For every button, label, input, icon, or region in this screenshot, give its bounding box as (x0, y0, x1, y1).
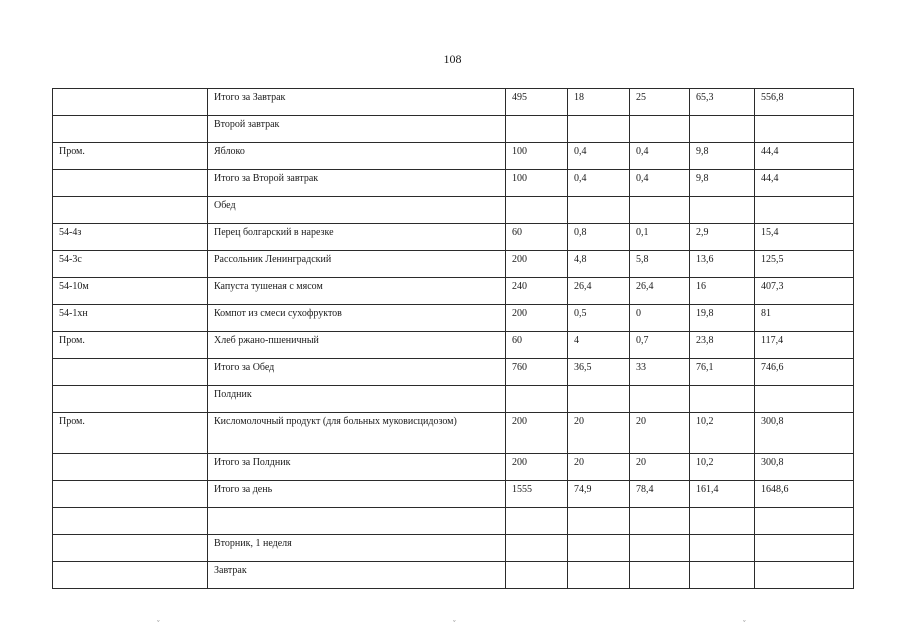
table-row (53, 305, 854, 332)
cell-fat: 20 (630, 454, 690, 481)
cell-name: Обед (208, 197, 506, 224)
cell-name: Завтрак (208, 562, 506, 589)
cell-weight: 100 (506, 143, 568, 170)
cell-code (53, 386, 208, 413)
cell-code (53, 170, 208, 197)
cell-code: Пром. (53, 332, 208, 359)
cell-protein: 0,8 (568, 224, 630, 251)
menu-table-body (53, 89, 854, 589)
cell-weight: 760 (506, 359, 568, 386)
cell-weight (506, 386, 568, 413)
cell-name: Хлеб ржано-пшеничный (208, 332, 506, 359)
cell-protein (568, 535, 630, 562)
cell-protein (568, 116, 630, 143)
table-row (53, 481, 854, 508)
cell-fat: 0,7 (630, 332, 690, 359)
cell-carbs (690, 197, 755, 224)
cell-kcal: 1648,6 (755, 481, 854, 508)
cell-protein: 0,4 (568, 143, 630, 170)
cell-weight: 200 (506, 413, 568, 454)
scan-speck: ˇ (157, 619, 160, 628)
cell-kcal (755, 116, 854, 143)
cell-carbs: 16 (690, 278, 755, 305)
table-row (53, 359, 854, 386)
cell-carbs: 161,4 (690, 481, 755, 508)
cell-fat (630, 116, 690, 143)
cell-code: Пром. (53, 143, 208, 170)
cell-kcal (755, 508, 854, 535)
cell-weight: 1555 (506, 481, 568, 508)
table-row (53, 535, 854, 562)
cell-carbs (690, 116, 755, 143)
cell-name: Итого за Второй завтрак (208, 170, 506, 197)
table-row (53, 224, 854, 251)
cell-fat (630, 197, 690, 224)
cell-fat: 78,4 (630, 481, 690, 508)
cell-carbs: 10,2 (690, 413, 755, 454)
cell-fat: 0,4 (630, 143, 690, 170)
cell-code: 54-1хн (53, 305, 208, 332)
cell-fat: 0,4 (630, 170, 690, 197)
cell-weight: 200 (506, 305, 568, 332)
cell-code (53, 481, 208, 508)
table-row (53, 413, 854, 454)
cell-kcal: 44,4 (755, 143, 854, 170)
cell-weight: 100 (506, 170, 568, 197)
cell-carbs (690, 508, 755, 535)
cell-protein: 20 (568, 413, 630, 454)
cell-carbs: 23,8 (690, 332, 755, 359)
cell-carbs: 13,6 (690, 251, 755, 278)
cell-fat: 5,8 (630, 251, 690, 278)
cell-protein: 36,5 (568, 359, 630, 386)
table-row (53, 170, 854, 197)
table-row (53, 116, 854, 143)
cell-kcal: 117,4 (755, 332, 854, 359)
cell-name: Капуста тушеная с мясом (208, 278, 506, 305)
table-row (53, 251, 854, 278)
cell-weight: 240 (506, 278, 568, 305)
cell-carbs: 10,2 (690, 454, 755, 481)
table-row (53, 278, 854, 305)
cell-kcal: 44,4 (755, 170, 854, 197)
cell-weight: 60 (506, 224, 568, 251)
cell-code: 54-10м (53, 278, 208, 305)
cell-fat: 33 (630, 359, 690, 386)
cell-carbs: 9,8 (690, 143, 755, 170)
cell-fat (630, 386, 690, 413)
cell-name: Яблоко (208, 143, 506, 170)
cell-kcal: 125,5 (755, 251, 854, 278)
cell-fat (630, 508, 690, 535)
cell-code (53, 197, 208, 224)
cell-name: Итого за Завтрак (208, 89, 506, 116)
cell-name: Перец болгарский в нарезке (208, 224, 506, 251)
cell-name: Рассольник Ленинградский (208, 251, 506, 278)
cell-weight: 60 (506, 332, 568, 359)
cell-protein (568, 562, 630, 589)
cell-carbs: 2,9 (690, 224, 755, 251)
cell-code (53, 116, 208, 143)
cell-name: Полдник (208, 386, 506, 413)
cell-weight (506, 116, 568, 143)
cell-protein (568, 197, 630, 224)
cell-protein: 26,4 (568, 278, 630, 305)
cell-carbs: 65,3 (690, 89, 755, 116)
cell-weight: 200 (506, 251, 568, 278)
cell-protein: 0,4 (568, 170, 630, 197)
cell-protein: 4,8 (568, 251, 630, 278)
cell-kcal: 407,3 (755, 278, 854, 305)
cell-name: Второй завтрак (208, 116, 506, 143)
table-row (53, 332, 854, 359)
cell-carbs: 9,8 (690, 170, 755, 197)
cell-code (53, 508, 208, 535)
cell-code: 54-3с (53, 251, 208, 278)
cell-protein: 74,9 (568, 481, 630, 508)
cell-kcal (755, 535, 854, 562)
cell-weight (506, 197, 568, 224)
cell-code (53, 562, 208, 589)
cell-kcal: 300,8 (755, 454, 854, 481)
cell-fat (630, 562, 690, 589)
menu-table (52, 88, 854, 589)
table-row (53, 562, 854, 589)
cell-protein: 4 (568, 332, 630, 359)
cell-code: 54-4з (53, 224, 208, 251)
cell-weight (506, 535, 568, 562)
cell-name: Кисломолочный продукт (для больных муковисцидозом) (208, 413, 506, 454)
table-row (53, 508, 854, 535)
table-row (53, 197, 854, 224)
cell-protein: 20 (568, 454, 630, 481)
cell-fat: 0 (630, 305, 690, 332)
cell-carbs: 19,8 (690, 305, 755, 332)
cell-code (53, 454, 208, 481)
cell-fat: 20 (630, 413, 690, 454)
cell-protein: 18 (568, 89, 630, 116)
cell-carbs: 76,1 (690, 359, 755, 386)
cell-carbs (690, 386, 755, 413)
cell-weight (506, 562, 568, 589)
cell-kcal: 81 (755, 305, 854, 332)
cell-kcal: 15,4 (755, 224, 854, 251)
cell-code: Пром. (53, 413, 208, 454)
cell-name: Компот из смеси сухофруктов (208, 305, 506, 332)
table-row (53, 454, 854, 481)
cell-code (53, 89, 208, 116)
cell-kcal: 300,8 (755, 413, 854, 454)
cell-kcal: 556,8 (755, 89, 854, 116)
cell-fat: 26,4 (630, 278, 690, 305)
cell-kcal (755, 197, 854, 224)
cell-weight (506, 508, 568, 535)
cell-kcal: 746,6 (755, 359, 854, 386)
table-row (53, 143, 854, 170)
cell-name (208, 508, 506, 535)
cell-carbs (690, 535, 755, 562)
cell-kcal (755, 386, 854, 413)
cell-fat (630, 535, 690, 562)
cell-name: Итого за Полдник (208, 454, 506, 481)
cell-code (53, 535, 208, 562)
cell-kcal (755, 562, 854, 589)
page-number: 108 (443, 52, 462, 66)
cell-code (53, 359, 208, 386)
cell-carbs (690, 562, 755, 589)
cell-name: Итого за Обед (208, 359, 506, 386)
cell-protein (568, 508, 630, 535)
cell-protein: 0,5 (568, 305, 630, 332)
cell-name: Итого за день (208, 481, 506, 508)
cell-weight: 495 (506, 89, 568, 116)
table-row (53, 89, 854, 116)
cell-fat: 25 (630, 89, 690, 116)
cell-protein (568, 386, 630, 413)
scan-speck: ˇ (453, 619, 456, 628)
cell-fat: 0,1 (630, 224, 690, 251)
cell-name: Вторник, 1 неделя (208, 535, 506, 562)
table-row (53, 386, 854, 413)
cell-weight: 200 (506, 454, 568, 481)
scan-speck: ˇ (743, 619, 746, 628)
